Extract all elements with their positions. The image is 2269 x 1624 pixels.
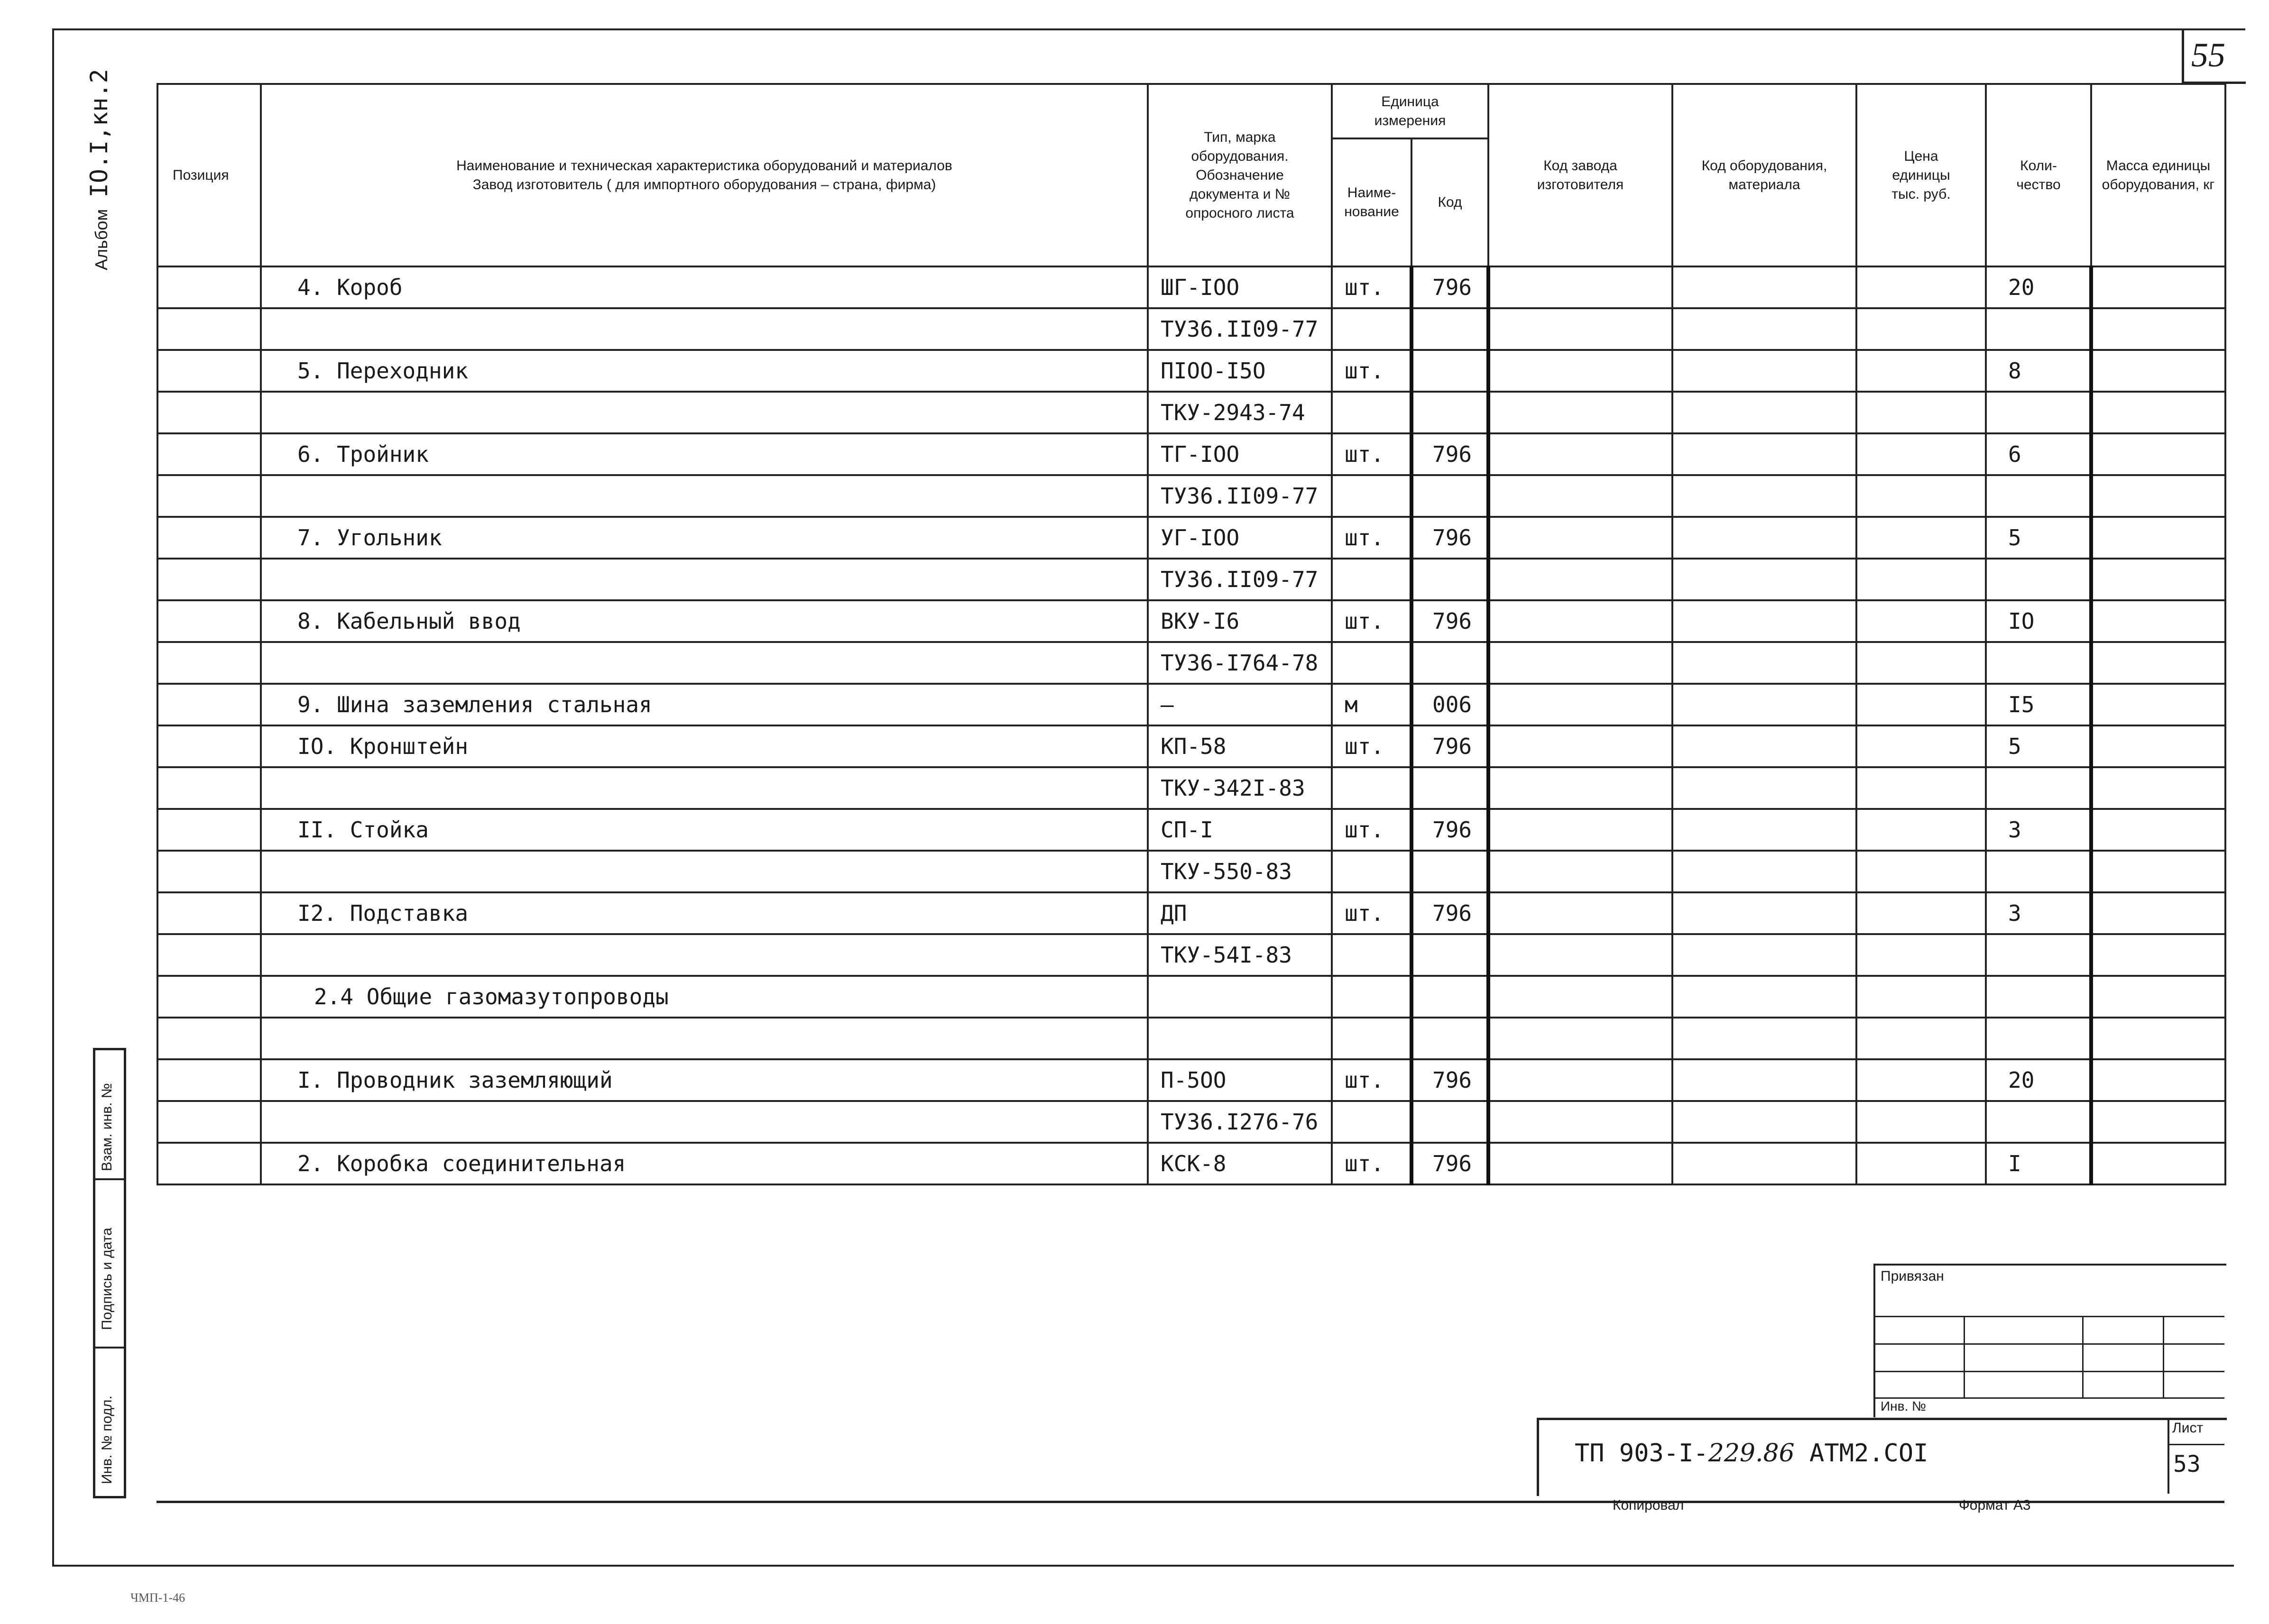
binding-title: Привязан bbox=[1881, 1268, 1944, 1284]
print-code: ЧМП-1-46 bbox=[130, 1591, 185, 1605]
cell-quantity: 8 bbox=[1986, 350, 2091, 392]
table-row bbox=[157, 725, 2225, 767]
cell-name: 6. Тройник bbox=[261, 433, 1148, 475]
cell-type-mark: ТКУ-550-83 bbox=[1148, 851, 1332, 892]
cell-unit-name: шт. bbox=[1332, 433, 1411, 475]
stamp-column bbox=[93, 1048, 126, 1498]
specification-table bbox=[157, 83, 2226, 1185]
cell-price bbox=[1856, 767, 1986, 809]
cell-position bbox=[157, 767, 261, 809]
header-unit-group: Единица измерения bbox=[1332, 84, 1488, 138]
cell-mass bbox=[2091, 642, 2225, 684]
cell-name: 2. Коробка соединительная bbox=[261, 1143, 1148, 1184]
cell-name bbox=[261, 392, 1148, 433]
cell-position bbox=[157, 1018, 261, 1059]
cell-mass bbox=[2091, 976, 2225, 1018]
cell-unit-name: шт. bbox=[1332, 725, 1411, 767]
cell-unit-code bbox=[1411, 1018, 1488, 1059]
cell-name bbox=[261, 308, 1148, 350]
cell-quantity: IO bbox=[1986, 600, 2091, 642]
table-row bbox=[157, 1018, 2225, 1059]
cell-position bbox=[157, 350, 261, 392]
cell-position bbox=[157, 475, 261, 517]
cell-unit-name bbox=[1332, 1101, 1411, 1143]
cell-equipment-code bbox=[1672, 433, 1856, 475]
cell-unit-code bbox=[1411, 934, 1488, 976]
cell-quantity: 3 bbox=[1986, 809, 2091, 851]
cell-position bbox=[157, 934, 261, 976]
table-body bbox=[157, 266, 2225, 1184]
cell-name: 7. Угольник bbox=[261, 517, 1148, 559]
footer-rule bbox=[52, 1565, 2234, 1567]
cell-price bbox=[1856, 559, 1986, 600]
cell-price bbox=[1856, 976, 1986, 1018]
stamp-inv-podl: Инв. № подл. bbox=[99, 1395, 115, 1484]
cell-mass bbox=[2091, 851, 2225, 892]
cell-position bbox=[157, 642, 261, 684]
cell-equipment-code bbox=[1672, 684, 1856, 725]
cell-quantity: 6 bbox=[1986, 433, 2091, 475]
cell-unit-code: 796 bbox=[1411, 600, 1488, 642]
cell-equipment-code bbox=[1672, 350, 1856, 392]
cell-unit-name: шт. bbox=[1332, 809, 1411, 851]
cell-factory-code bbox=[1488, 976, 1672, 1018]
table-row bbox=[157, 892, 2225, 934]
cell-unit-name: шт. bbox=[1332, 892, 1411, 934]
cell-position bbox=[157, 517, 261, 559]
cell-unit-name: м bbox=[1332, 684, 1411, 725]
cell-name: IO. Кронштейн bbox=[261, 725, 1148, 767]
cell-position bbox=[157, 809, 261, 851]
table-row bbox=[157, 684, 2225, 725]
cell-quantity bbox=[1986, 851, 2091, 892]
header-name-line2: Завод изготовитель ( для импортного оборудования – страна, фирма) bbox=[472, 176, 936, 193]
cell-price bbox=[1856, 392, 1986, 433]
cell-factory-code bbox=[1488, 350, 1672, 392]
cell-type-mark: ДП bbox=[1148, 892, 1332, 934]
copied-label: Копировал bbox=[1613, 1497, 1684, 1513]
cell-mass bbox=[2091, 1101, 2225, 1143]
cell-unit-code: 796 bbox=[1411, 892, 1488, 934]
table-header bbox=[157, 84, 2225, 266]
cell-factory-code bbox=[1488, 809, 1672, 851]
cell-type-mark: ТКУ-342I-83 bbox=[1148, 767, 1332, 809]
stamp-vzam-cell bbox=[95, 1050, 124, 1180]
cell-equipment-code bbox=[1672, 851, 1856, 892]
cell-position bbox=[157, 1059, 261, 1101]
cell-mass bbox=[2091, 809, 2225, 851]
header-equipment-code: Код оборудования, материала bbox=[1672, 84, 1856, 266]
cell-equipment-code bbox=[1672, 1101, 1856, 1143]
cell-price bbox=[1856, 600, 1986, 642]
table-row bbox=[157, 266, 2225, 308]
cell-unit-code bbox=[1411, 475, 1488, 517]
cell-equipment-code bbox=[1672, 809, 1856, 851]
cell-unit-name bbox=[1332, 976, 1411, 1018]
cell-unit-name: шт. bbox=[1332, 1143, 1411, 1184]
cell-factory-code bbox=[1488, 392, 1672, 433]
cell-quantity: I5 bbox=[1986, 684, 2091, 725]
cell-unit-name bbox=[1332, 1018, 1411, 1059]
album-word: Альбом bbox=[92, 209, 111, 270]
table-row bbox=[157, 1059, 2225, 1101]
cell-price bbox=[1856, 851, 1986, 892]
cell-unit-name: шт. bbox=[1332, 266, 1411, 308]
cell-quantity: 5 bbox=[1986, 517, 2091, 559]
cell-unit-name: шт. bbox=[1332, 600, 1411, 642]
cell-quantity: I bbox=[1986, 1143, 2091, 1184]
table-row bbox=[157, 934, 2225, 976]
cell-factory-code bbox=[1488, 600, 1672, 642]
cell-mass bbox=[2091, 475, 2225, 517]
table-row bbox=[157, 475, 2225, 517]
cell-type-mark bbox=[1148, 976, 1332, 1018]
cell-name bbox=[261, 851, 1148, 892]
table-row bbox=[157, 851, 2225, 892]
cell-type-mark: ТУ36.I276-76 bbox=[1148, 1101, 1332, 1143]
table-row bbox=[157, 433, 2225, 475]
cell-unit-name: шт. bbox=[1332, 1059, 1411, 1101]
cell-unit-code: 796 bbox=[1411, 517, 1488, 559]
cell-factory-code bbox=[1488, 266, 1672, 308]
table-row bbox=[157, 976, 2225, 1018]
cell-name bbox=[261, 1018, 1148, 1059]
sheet-value: 53 bbox=[2173, 1451, 2201, 1477]
cell-type-mark: УГ-IOO bbox=[1148, 517, 1332, 559]
header-name bbox=[261, 84, 1148, 266]
cell-quantity bbox=[1986, 1018, 2091, 1059]
cell-quantity: 3 bbox=[1986, 892, 2091, 934]
cell-position bbox=[157, 851, 261, 892]
cell-mass bbox=[2091, 934, 2225, 976]
cell-equipment-code bbox=[1672, 767, 1856, 809]
cell-unit-code: 796 bbox=[1411, 809, 1488, 851]
cell-position bbox=[157, 392, 261, 433]
cell-price bbox=[1856, 809, 1986, 851]
cell-name: 2.4 Общие газомазутопроводы bbox=[261, 976, 1148, 1018]
sheet-label: Лист bbox=[2172, 1420, 2204, 1436]
cell-equipment-code bbox=[1672, 517, 1856, 559]
table-row bbox=[157, 392, 2225, 433]
header-unit-code: Код bbox=[1411, 138, 1488, 266]
table-row bbox=[157, 308, 2225, 350]
stamp-signature-cell bbox=[95, 1178, 124, 1349]
cell-position bbox=[157, 266, 261, 308]
table-row bbox=[157, 559, 2225, 600]
cell-type-mark: ТКУ-2943-74 bbox=[1148, 392, 1332, 433]
cell-name: I. Проводник заземляющий bbox=[261, 1059, 1148, 1101]
table-row bbox=[157, 1143, 2225, 1184]
cell-position bbox=[157, 559, 261, 600]
cell-unit-name bbox=[1332, 475, 1411, 517]
cell-price bbox=[1856, 266, 1986, 308]
cell-unit-name: шт. bbox=[1332, 517, 1411, 559]
stamp-vzam: Взам. инв. № bbox=[99, 1083, 115, 1171]
cell-unit-name: шт. bbox=[1332, 350, 1411, 392]
cell-factory-code bbox=[1488, 684, 1672, 725]
table-row bbox=[157, 517, 2225, 559]
cell-unit-name bbox=[1332, 559, 1411, 600]
cell-equipment-code bbox=[1672, 600, 1856, 642]
table-bottom-line bbox=[157, 1501, 2224, 1503]
cell-type-mark: КСК-8 bbox=[1148, 1143, 1332, 1184]
cell-equipment-code bbox=[1672, 892, 1856, 934]
stamp-inv-cell bbox=[95, 1347, 124, 1491]
cell-unit-name bbox=[1332, 934, 1411, 976]
cell-equipment-code bbox=[1672, 1143, 1856, 1184]
cell-unit-code: 796 bbox=[1411, 1059, 1488, 1101]
cell-quantity bbox=[1986, 1101, 2091, 1143]
cell-type-mark: ТГ-IOO bbox=[1148, 433, 1332, 475]
cell-mass bbox=[2091, 684, 2225, 725]
cell-price bbox=[1856, 350, 1986, 392]
cell-position bbox=[157, 308, 261, 350]
header-mass: Масса единицы оборудования, кг bbox=[2091, 84, 2225, 266]
cell-unit-code: 796 bbox=[1411, 1143, 1488, 1184]
cell-type-mark: ТУ36-I764-78 bbox=[1148, 642, 1332, 684]
doc-handwritten: 229.86 bbox=[1708, 1439, 1795, 1468]
cell-factory-code bbox=[1488, 1143, 1672, 1184]
table-row bbox=[157, 1101, 2225, 1143]
cell-type-mark: ТУ36.II09-77 bbox=[1148, 475, 1332, 517]
cell-equipment-code bbox=[1672, 266, 1856, 308]
cell-unit-code bbox=[1411, 767, 1488, 809]
cell-position bbox=[157, 1101, 261, 1143]
header-type: Тип, марка оборудования. Обозначение документа и № опросного листа bbox=[1148, 84, 1332, 266]
header-unit-name: Наиме-нование bbox=[1332, 138, 1411, 266]
cell-mass bbox=[2091, 266, 2225, 308]
cell-price bbox=[1856, 684, 1986, 725]
cell-unit-code bbox=[1411, 392, 1488, 433]
cell-mass bbox=[2091, 725, 2225, 767]
cell-name: 4. Короб bbox=[261, 266, 1148, 308]
cell-type-mark: ТУ36.II09-77 bbox=[1148, 559, 1332, 600]
cell-quantity bbox=[1986, 392, 2091, 433]
cell-factory-code bbox=[1488, 934, 1672, 976]
cell-position bbox=[157, 684, 261, 725]
cell-mass bbox=[2091, 433, 2225, 475]
cell-name bbox=[261, 475, 1148, 517]
cell-type-mark: – bbox=[1148, 684, 1332, 725]
cell-mass bbox=[2091, 392, 2225, 433]
cell-quantity: 5 bbox=[1986, 725, 2091, 767]
cell-name: II. Стойка bbox=[261, 809, 1148, 851]
cell-factory-code bbox=[1488, 1101, 1672, 1143]
cell-mass bbox=[2091, 600, 2225, 642]
cell-price bbox=[1856, 892, 1986, 934]
album-code: IO.I,кн.2 bbox=[85, 69, 113, 198]
cell-unit-name bbox=[1332, 851, 1411, 892]
cell-mass bbox=[2091, 559, 2225, 600]
cell-equipment-code bbox=[1672, 475, 1856, 517]
cell-price bbox=[1856, 1018, 1986, 1059]
cell-mass bbox=[2091, 1018, 2225, 1059]
cell-price bbox=[1856, 433, 1986, 475]
cell-equipment-code bbox=[1672, 725, 1856, 767]
cell-unit-code: 796 bbox=[1411, 725, 1488, 767]
cell-position bbox=[157, 433, 261, 475]
cell-price bbox=[1856, 725, 1986, 767]
binding-inv-label: Инв. № bbox=[1881, 1399, 1927, 1413]
cell-quantity bbox=[1986, 475, 2091, 517]
header-price: Цена единицы тыс. руб. bbox=[1856, 84, 1986, 266]
cell-price bbox=[1856, 934, 1986, 976]
cell-position bbox=[157, 725, 261, 767]
cell-name bbox=[261, 1101, 1148, 1143]
cell-unit-code bbox=[1411, 851, 1488, 892]
cell-price bbox=[1856, 1143, 1986, 1184]
cell-type-mark: ТКУ-54I-83 bbox=[1148, 934, 1332, 976]
cell-type-mark: ТУ36.II09-77 bbox=[1148, 308, 1332, 350]
cell-unit-name bbox=[1332, 308, 1411, 350]
cell-quantity bbox=[1986, 559, 2091, 600]
header-name-line1: Наименование и техническая характеристика оборудований и материалов bbox=[456, 157, 952, 174]
cell-price bbox=[1856, 642, 1986, 684]
cell-mass bbox=[2091, 767, 2225, 809]
cell-quantity bbox=[1986, 767, 2091, 809]
cell-equipment-code bbox=[1672, 308, 1856, 350]
cell-quantity bbox=[1986, 934, 2091, 976]
cell-factory-code bbox=[1488, 1059, 1672, 1101]
header-quantity: Коли-чество bbox=[1986, 84, 2091, 266]
cell-equipment-code bbox=[1672, 934, 1856, 976]
cell-unit-code: 796 bbox=[1411, 266, 1488, 308]
cell-unit-code: 006 bbox=[1411, 684, 1488, 725]
cell-name: 5. Переходник bbox=[261, 350, 1148, 392]
cell-factory-code bbox=[1488, 767, 1672, 809]
cell-name: 9. Шина заземления стальная bbox=[261, 684, 1148, 725]
cell-equipment-code bbox=[1672, 1018, 1856, 1059]
cell-unit-code bbox=[1411, 308, 1488, 350]
cell-position bbox=[157, 892, 261, 934]
binding-grid bbox=[1873, 1316, 2224, 1399]
cell-unit-name bbox=[1332, 392, 1411, 433]
cell-factory-code bbox=[1488, 308, 1672, 350]
cell-factory-code bbox=[1488, 642, 1672, 684]
header-position: Позиция bbox=[157, 84, 261, 266]
cell-unit-code: 796 bbox=[1411, 433, 1488, 475]
sheet-divider bbox=[2168, 1444, 2224, 1445]
cell-quantity: 20 bbox=[1986, 1059, 2091, 1101]
table-row bbox=[157, 809, 2225, 851]
cell-factory-code bbox=[1488, 892, 1672, 934]
page-number: 55 bbox=[2191, 36, 2225, 74]
cell-type-mark: ВКУ-I6 bbox=[1148, 600, 1332, 642]
cell-equipment-code bbox=[1672, 1059, 1856, 1101]
table-row bbox=[157, 350, 2225, 392]
cell-price bbox=[1856, 308, 1986, 350]
cell-name: 8. Кабельный ввод bbox=[261, 600, 1148, 642]
cell-position bbox=[157, 976, 261, 1018]
cell-unit-code bbox=[1411, 1101, 1488, 1143]
cell-name bbox=[261, 642, 1148, 684]
cell-type-mark: КП-58 bbox=[1148, 725, 1332, 767]
cell-unit-name bbox=[1332, 642, 1411, 684]
cell-unit-code bbox=[1411, 350, 1488, 392]
cell-price bbox=[1856, 1101, 1986, 1143]
cell-quantity: 20 bbox=[1986, 266, 2091, 308]
cell-quantity bbox=[1986, 976, 2091, 1018]
cell-equipment-code bbox=[1672, 559, 1856, 600]
table-row bbox=[157, 642, 2225, 684]
cell-equipment-code bbox=[1672, 642, 1856, 684]
cell-type-mark: СП-I bbox=[1148, 809, 1332, 851]
cell-price bbox=[1856, 1059, 1986, 1101]
cell-mass bbox=[2091, 350, 2225, 392]
cell-equipment-code bbox=[1672, 976, 1856, 1018]
cell-quantity bbox=[1986, 308, 2091, 350]
cell-factory-code bbox=[1488, 475, 1672, 517]
table-row bbox=[157, 767, 2225, 809]
cell-unit-code bbox=[1411, 976, 1488, 1018]
doc-prefix: ТП 903-I- bbox=[1575, 1439, 1708, 1468]
cell-factory-code bbox=[1488, 725, 1672, 767]
table-row bbox=[157, 600, 2225, 642]
cell-mass bbox=[2091, 308, 2225, 350]
document-designation bbox=[1575, 1439, 1928, 1468]
cell-name bbox=[261, 934, 1148, 976]
cell-mass bbox=[2091, 892, 2225, 934]
cell-unit-code bbox=[1411, 559, 1488, 600]
cell-position bbox=[157, 1143, 261, 1184]
cell-equipment-code bbox=[1672, 392, 1856, 433]
cell-type-mark: П-5OO bbox=[1148, 1059, 1332, 1101]
cell-type-mark: ПIOO-I5O bbox=[1148, 350, 1332, 392]
stamp-signature: Подпись и дата bbox=[99, 1228, 115, 1330]
cell-factory-code bbox=[1488, 851, 1672, 892]
cell-mass bbox=[2091, 1143, 2225, 1184]
cell-factory-code bbox=[1488, 517, 1672, 559]
album-label bbox=[85, 69, 113, 270]
cell-quantity bbox=[1986, 642, 2091, 684]
cell-name bbox=[261, 559, 1148, 600]
cell-factory-code bbox=[1488, 1018, 1672, 1059]
cell-name bbox=[261, 767, 1148, 809]
cell-unit-code bbox=[1411, 642, 1488, 684]
cell-name: I2. Подставка bbox=[261, 892, 1148, 934]
cell-price bbox=[1856, 517, 1986, 559]
cell-factory-code bbox=[1488, 559, 1672, 600]
cell-unit-name bbox=[1332, 767, 1411, 809]
doc-suffix: АТМ2.СОI bbox=[1794, 1439, 1928, 1468]
cell-price bbox=[1856, 475, 1986, 517]
cell-factory-code bbox=[1488, 433, 1672, 475]
format-label: Формат А3 bbox=[1959, 1497, 2031, 1513]
cell-position bbox=[157, 600, 261, 642]
cell-type-mark bbox=[1148, 1018, 1332, 1059]
header-factory-code: Код завода изготовителя bbox=[1488, 84, 1672, 266]
cell-mass bbox=[2091, 517, 2225, 559]
cell-mass bbox=[2091, 1059, 2225, 1101]
cell-type-mark: ШГ-IOO bbox=[1148, 266, 1332, 308]
